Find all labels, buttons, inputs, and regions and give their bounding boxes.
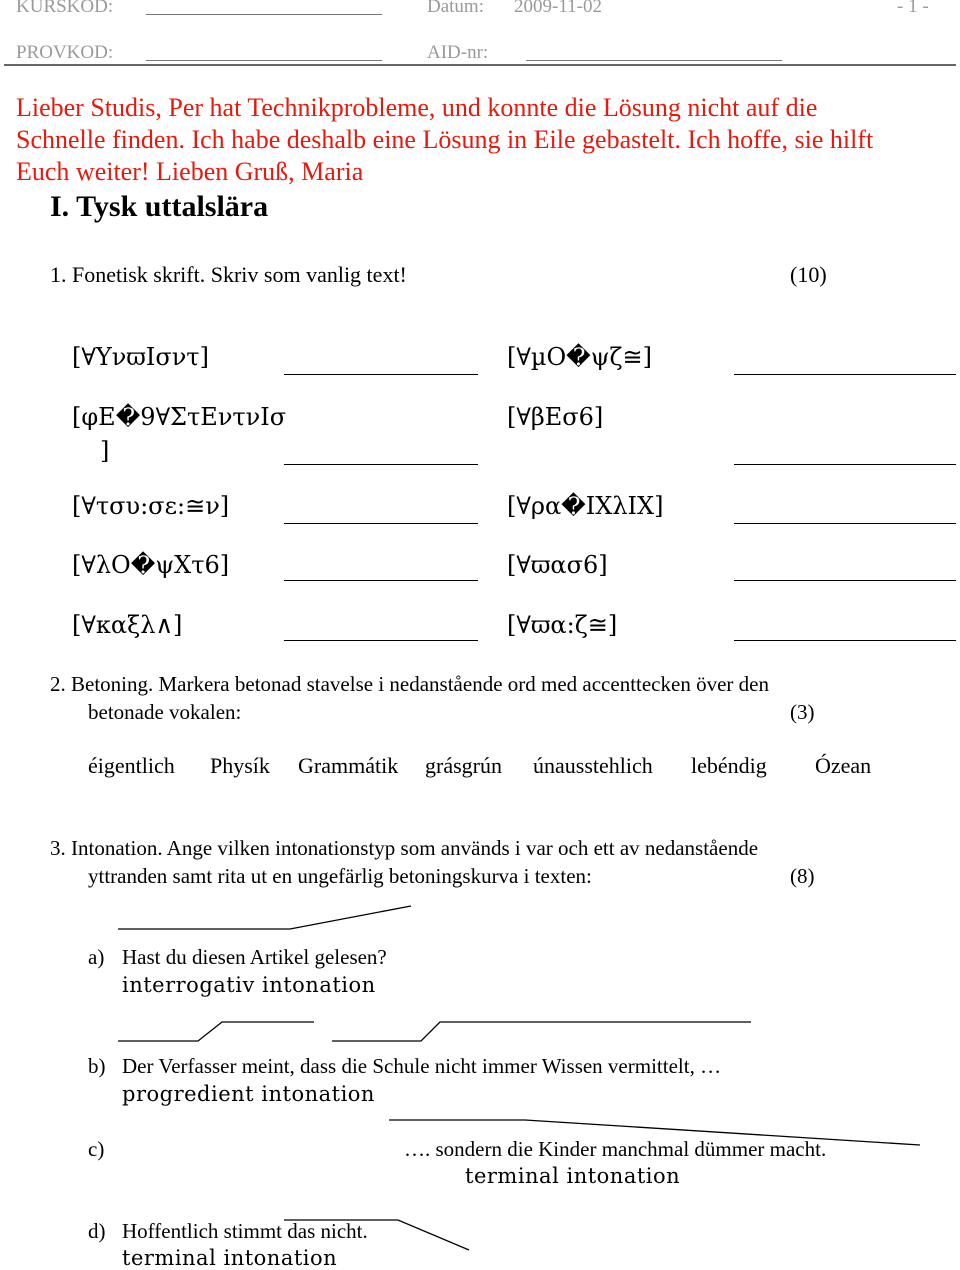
note-line-1: Lieber Studis, Per hat Technikprobleme, und konnte die Lösung nicht auf die bbox=[16, 93, 818, 122]
item-c-letter: c) bbox=[88, 1137, 105, 1161]
phonetic-left-2: [φΕ�9∀ΣτΕντνΙσ bbox=[72, 403, 287, 431]
datum-value: 2009-11-02 bbox=[514, 0, 602, 17]
phonetic-left-4: [∀λΟ�ψΧτ6] bbox=[72, 551, 230, 579]
accent-word: Ózean bbox=[815, 753, 872, 778]
provkod-label: PROVKOD: bbox=[16, 42, 114, 63]
q3-points: (8) bbox=[790, 864, 815, 888]
q3-heading-cont: yttranden samt rita ut en ungefärlig betoningskurva i texten: bbox=[88, 864, 592, 888]
kurskod-label: KURSKOD: bbox=[16, 0, 114, 17]
q1-heading: 1. Fonetisk skrift. Skriv som vanlig text! bbox=[50, 262, 407, 287]
phonetic-left-3: [∀τσυ:σε:≅ν] bbox=[72, 492, 230, 520]
item-a-letter: a) bbox=[88, 945, 105, 969]
aid-label: AID-nr: bbox=[427, 42, 489, 63]
phonetic-right-3: [∀ρα�ΙΧλΙΧ] bbox=[507, 492, 664, 520]
page-number: - 1 - bbox=[897, 0, 929, 17]
phonetic-right-4: [∀ϖασ6] bbox=[507, 551, 608, 579]
accent-word: únausstehlich bbox=[533, 753, 653, 778]
item-b-letter: b) bbox=[88, 1054, 106, 1078]
item-d-letter: d) bbox=[88, 1219, 106, 1243]
item-a-answer: interrogativ intonation bbox=[122, 973, 376, 997]
section-title: I. Tysk uttalslära bbox=[50, 190, 269, 223]
q2-heading-cont: betonade vokalen: bbox=[88, 700, 242, 724]
accent-word: éigentlich bbox=[88, 753, 175, 778]
phonetic-left-5: [∀καξλ∧] bbox=[72, 611, 183, 639]
item-b-answer: progredient intonation bbox=[122, 1082, 375, 1106]
q2-heading: 2. Betoning. Markera betonad stavelse i nedanstående ord med accenttecken över den bbox=[50, 672, 769, 696]
q3-heading: 3. Intonation. Ange vilken intonationstyp som används i var och ett av nedanstående bbox=[50, 836, 759, 860]
phonetic-left-2-cont: ] bbox=[100, 437, 110, 465]
datum-label: Datum: bbox=[427, 0, 484, 17]
phonetic-right-2: [∀βΕσ6] bbox=[507, 403, 604, 431]
accent-word: lebéndig bbox=[691, 753, 767, 778]
item-d-sentence: Hoffentlich stimmt das nicht. bbox=[122, 1219, 368, 1243]
intonation-curve-a bbox=[118, 906, 411, 929]
item-d-answer: terminal intonation bbox=[122, 1246, 338, 1270]
accent-word: grásgrún bbox=[425, 753, 502, 778]
q1-points: (10) bbox=[790, 262, 827, 287]
phonetic-right-5: [∀ϖα:ζ≅] bbox=[507, 611, 618, 639]
item-c-sentence: …. sondern die Kinder manchmal dümmer macht. bbox=[404, 1137, 827, 1161]
item-b-sentence: Der Verfasser meint, dass die Schule nicht immer Wissen vermittelt, … bbox=[122, 1054, 722, 1078]
phonetic-left-1: [∀ΥνϖΙσντ] bbox=[72, 343, 209, 371]
accent-word: Grammátik bbox=[298, 753, 399, 778]
note-line-2: Schnelle finden. Ich habe deshalb eine Lösung in Eile gebastelt. Ich hoffe, sie hilft bbox=[16, 125, 874, 154]
q2-points: (3) bbox=[790, 700, 815, 724]
item-a-sentence: Hast du diesen Artikel gelesen? bbox=[122, 945, 387, 969]
note-line-3: Euch weiter! Lieben Gruß, Maria bbox=[16, 157, 364, 186]
accent-word: Physík bbox=[210, 753, 270, 778]
item-c-answer: terminal intonation bbox=[465, 1164, 681, 1188]
intonation-curve-b-1 bbox=[118, 1022, 314, 1041]
intonation-curve-b-2 bbox=[332, 1022, 751, 1041]
phonetic-right-1: [∀µΟ�ψζ≅] bbox=[507, 343, 653, 371]
